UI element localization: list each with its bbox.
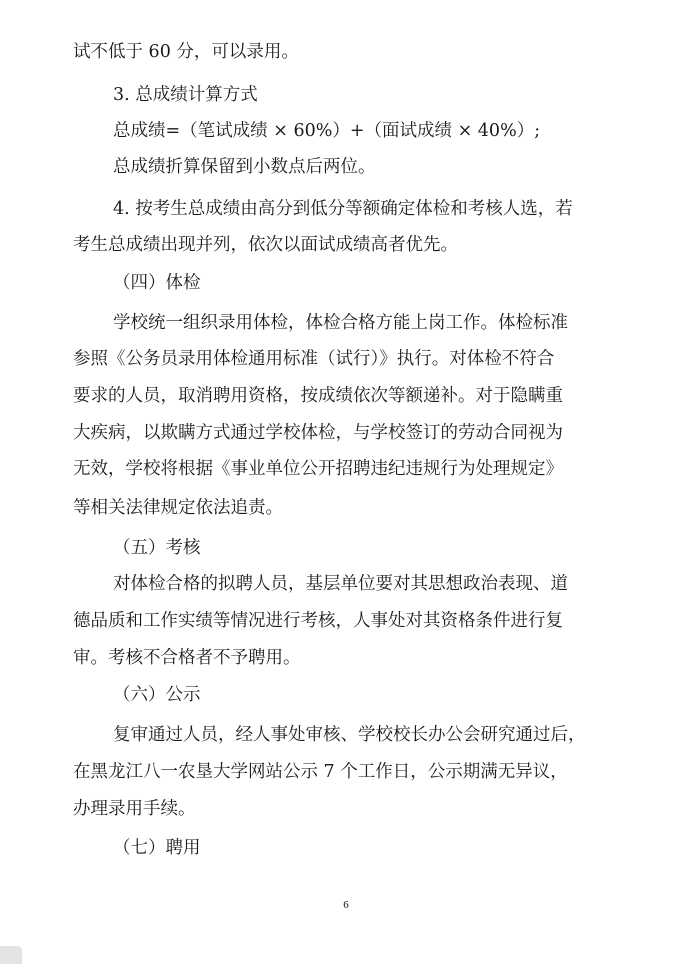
text-line: 复审通过人员，经人事处审核、学校校长办公会研究通过后， [113, 725, 586, 745]
text-line: 参照《公务员录用体检通用标准（试行）》执行。对体检不符合 [73, 349, 555, 369]
text-line: 总成绩折算保留到小数点后两位。 [113, 157, 376, 177]
text-line: 试不低于 60 分，可以录用。 [73, 42, 299, 62]
text-line: 4. 按考生总成绩由高分到低分等额确定体检和考核人选，若 [113, 199, 573, 219]
text-line: 等相关法律规定依法追责。 [73, 498, 283, 518]
text-line: 办理录用手续。 [73, 799, 196, 819]
text-line: 大疾病，以欺瞒方式通过学校体检，与学校签订的劳动合同视为 [73, 423, 563, 443]
section-heading: （六）公示 [113, 685, 201, 705]
corner-tab [0, 946, 22, 964]
text-line: 学校统一组织录用体检，体检合格方能上岗工作。体检标准 [113, 313, 568, 333]
section-heading: （五）考核 [113, 538, 201, 558]
text-line: 审。考核不合格者不予聘用。 [73, 648, 301, 668]
section-heading: （四）体检 [113, 273, 201, 293]
text-line: 对体检合格的拟聘人员，基层单位要对其思想政治表现、道 [113, 574, 568, 594]
text-line: 在黑龙江八一农垦大学网站公示 7 个工作日，公示期满无异议， [73, 762, 568, 782]
text-line: 德品质和工作实绩等情况进行考核，人事处对其资格条件进行复 [73, 611, 563, 631]
section-heading: （七）聘用 [113, 838, 201, 858]
text-line: 无效，学校将根据《事业单位公开招聘违纪违规行为处理规定》 [73, 459, 563, 479]
text-line: 总成绩=（笔试成绩 × 60%）+（面试成绩 × 40%）; [113, 121, 541, 141]
section-heading: 3. 总成绩计算方式 [113, 85, 258, 105]
page-number: 6 [343, 899, 349, 911]
text-line: 要求的人员，取消聘用资格，按成绩依次等额递补。对于隐瞒重 [73, 386, 563, 406]
text-line: 考生总成绩出现并列，依次以面试成绩高者优先。 [73, 235, 458, 255]
